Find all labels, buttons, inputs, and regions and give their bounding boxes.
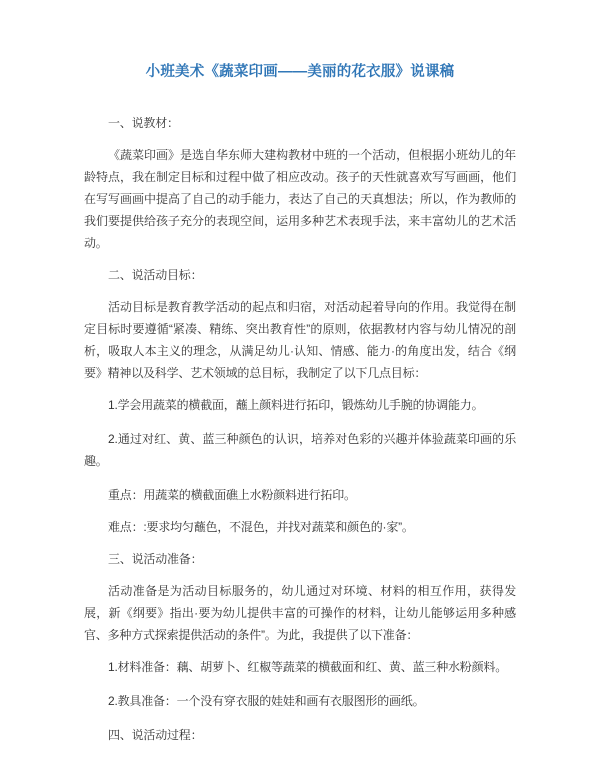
list-item: 2.通过对红、黄、蓝三种颜色的认识，培养对色彩的兴趣并体验蔬菜印画的乐趣。 — [84, 432, 516, 468]
section-heading: 四、说活动过程： — [108, 728, 203, 742]
list-item: 2.教具准备：一个没有穿衣服的娃娃和画有衣服图形的画纸。 — [108, 694, 425, 708]
section-heading: 三、说活动准备： — [108, 552, 203, 566]
section-heading: 二、说活动目标： — [108, 268, 203, 282]
paragraph: 活动准备是为活动目标服务的，幼儿通过对环境、材料的相互作用，获得发展，新《纲要》指出·要为幼儿提供丰富的可操作的材料，让幼儿能够运用多种感官、多种方式探索提供活动的条件”。为此，我提供了以下准备： — [84, 584, 516, 642]
paragraph: 《蔬菜印画》是选自华东师大建构教材中班的一个活动，但根据小班幼儿的年龄特点，我在制定目标和过程中做了相应改动。孩子的天性就喜欢写写画画，他们在写写画画中提高了自己的动手能力，表达了自己的天真想法；所以，作为教师的我们要提供给孩子充分的表现空间，运用多种艺术表现手法，来丰富幼儿的艺术活动。 — [84, 148, 516, 250]
paragraph: 重点：用蔬菜的横截面礁上水粉颜料进行拓印。 — [108, 488, 356, 502]
section-heading: 一、说教材： — [108, 116, 179, 130]
paragraph: 活动目标是教育教学活动的起点和归宿，对活动起着导向的作用。我觉得在制定目标时要遵循“紧凑、精练、突出教育性”的原则，依据教材内容与幼儿情况的剖析，吸取人本主义的理念，从满足幼儿·认知、情感、能力·的角度出发，结合《纲要》精神以及科学、艺术领域的总目标，我制定了以下几点目标： — [84, 300, 516, 380]
list-item: 1.学会用蔬菜的横截面，蘸上颜料进行拓印，锻炼幼儿手腕的协调能力。 — [108, 398, 484, 412]
paragraph: 难点：:要求均匀蘸色，不混色，并找对蔬菜和颜色的·家”。 — [108, 520, 414, 534]
list-item: 1.材料准备：藕、胡萝卜、红椒等蔬菜的横截面和红、黄、蓝三种水粉颜料。 — [108, 660, 508, 674]
document-title: 小班美术《蔬菜印画——美丽的花衣服》说课稿 — [145, 64, 455, 80]
